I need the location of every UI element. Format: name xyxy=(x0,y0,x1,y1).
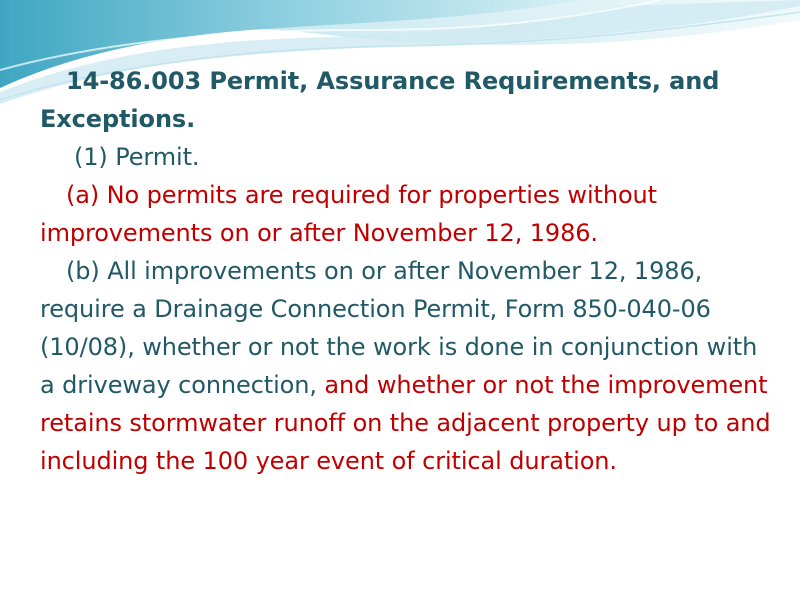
paragraph-b-red-text: and whether or not the improvement retains stormwater runoff on the adjacent property up to and including the 100 year event of critical duration. xyxy=(40,371,771,475)
section-heading: 14-86.003 Permit, Assurance Requirements, and Exceptions. xyxy=(40,67,720,133)
paragraph-b xyxy=(40,252,775,480)
paragraph-a: (a) No permits are required for properties without improvements on or after November 12, 1986. xyxy=(40,181,657,247)
paragraph-b-teal-text: (b) All improvements on or after November 12, 1986, require a Drainage Connection Permit, Form 850-040-06 (10/08), whether or not the work is done in conjunction with a driveway connection, xyxy=(40,257,758,399)
slide-content xyxy=(40,62,775,480)
permit-subheading: (1) Permit. xyxy=(74,143,200,171)
